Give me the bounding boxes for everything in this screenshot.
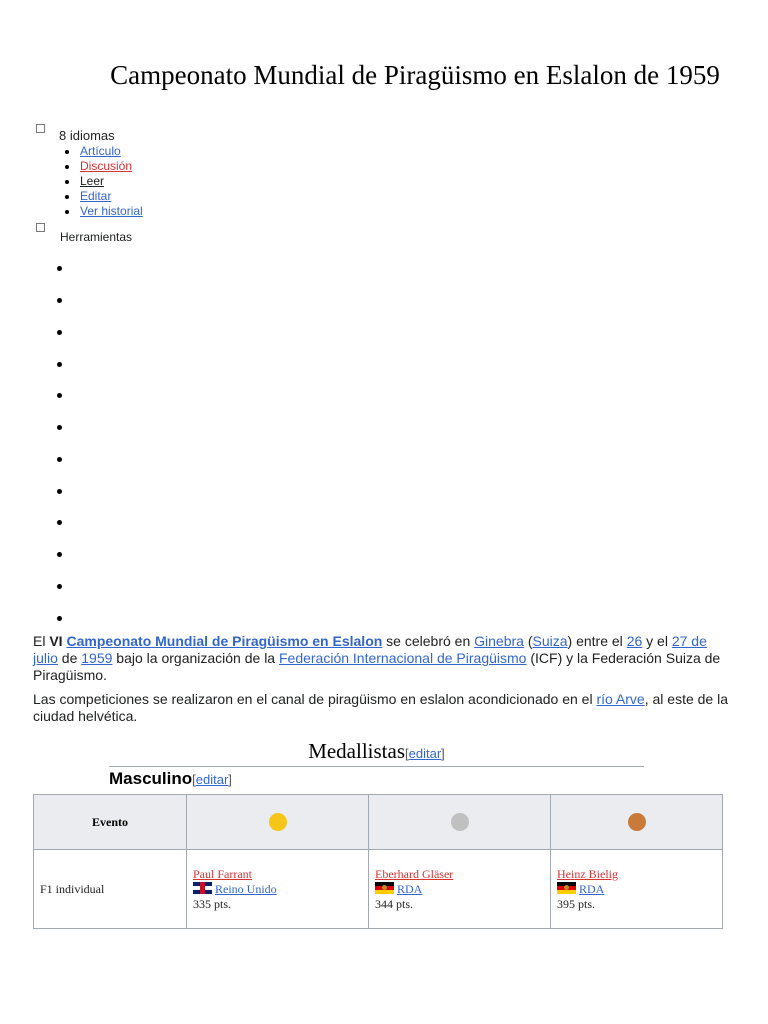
tools-toggle-checkbox[interactable] [36,223,45,232]
tools-list-item [57,393,62,398]
section-edit: [editar] [405,746,445,761]
silver-athlete-link[interactable]: Eberhard Gläser [375,866,454,881]
bronze-athlete-link[interactable]: Heinz Bielig [557,866,618,881]
tools-list-item [57,584,62,589]
tab-history[interactable] [62,204,143,219]
intro-text: (ICF) y la Federación Suiza de Piragüismo. [33,650,721,683]
tab-read-link[interactable]: Leer [80,174,105,188]
bronze-cell [551,850,723,929]
header-silver [369,795,551,850]
intro-text: ( [523,633,533,649]
subsection-edit-link[interactable]: editar [195,772,229,787]
intro-text: , al este de la ciudad helvética. [33,691,728,724]
intro-text: bajo la organización de la [112,650,279,666]
section-heading-text: Medallistas [308,739,406,763]
silver-medal-icon [451,813,469,831]
tools-list-item [57,616,62,621]
page-tabs [62,144,143,219]
tab-discussion-link[interactable]: Discusión [80,159,133,173]
subsection-heading-men [109,769,232,789]
section-heading-medallists [109,739,644,767]
tools-list-item [57,362,62,367]
gold-points: 335 pts. [193,896,232,911]
gold-cell [187,850,369,929]
intro-text: y el [642,633,672,649]
tab-edit[interactable] [62,189,143,204]
intro-text: ) entre el [567,633,627,649]
intro-text: de [57,650,82,666]
tab-history-link[interactable]: Ver historial [80,204,143,218]
bronze-medal-icon [628,813,646,831]
intro-text: El [33,633,50,649]
tools-list-item [57,266,62,271]
uk-flag-icon [193,882,212,894]
subsection-heading-text: Masculino [109,769,193,788]
intro-text: Las competiciones se realizaron en el canal de piragüismo en eslalon acondicionado en el [33,691,597,707]
header-bronze [551,795,723,850]
country-link[interactable]: Suiza [532,633,568,649]
header-event: Evento [34,795,187,850]
tools-list-item [57,552,62,557]
tab-edit-link[interactable]: Editar [80,189,112,203]
header-gold [187,795,369,850]
tools-list-item [57,520,62,525]
silver-country-link[interactable]: RDA [397,881,423,896]
event-cell: F1 individual [34,850,187,929]
gdr-flag-icon [375,882,394,894]
date-link[interactable]: 27 de julio [33,633,707,666]
tools-list-item [57,489,62,494]
year-link[interactable]: 1959 [81,650,113,666]
event-link[interactable]: Campeonato Mundial de Piragüismo en Eslalon [66,633,383,649]
intro-paragraph-2 [33,691,733,725]
day-link[interactable]: 26 [626,633,643,649]
table-header-row [34,795,723,850]
tools-list-item [57,330,62,335]
federation-link[interactable]: Federación Internacional de Piragüismo [278,650,527,666]
tools-label[interactable]: Herramientas [60,230,133,244]
table-row [34,850,723,929]
gold-country-link[interactable]: Reino Unido [215,881,277,896]
intro-text: se celebró en [382,633,475,649]
tab-article[interactable] [62,144,143,159]
medals-table [33,794,723,929]
section-edit-link[interactable]: editar [408,746,442,761]
gdr-flag-icon [557,882,576,894]
bronze-points: 395 pts. [557,896,596,911]
silver-points: 344 pts. [375,896,414,911]
river-link[interactable]: río Arve [596,691,645,707]
tools-list-item [57,425,62,430]
languages-toggle-checkbox[interactable] [36,124,45,133]
tab-article-link[interactable]: Artículo [80,144,121,158]
tools-list-item [57,457,62,462]
tab-discussion[interactable] [62,159,143,174]
tab-read[interactable] [62,174,143,189]
city-link[interactable]: Ginebra [474,633,524,649]
bronze-country-link[interactable]: RDA [579,881,605,896]
intro-edition: VI [49,633,63,649]
gold-athlete-link[interactable]: Paul Farrant [193,866,252,881]
silver-cell [369,850,551,929]
page-title: Campeonato Mundial de Piragüismo en Eslalon de 1959 [110,60,720,90]
gold-medal-icon [269,813,287,831]
tools-list-item [57,298,62,303]
intro-paragraph-1 [33,633,733,684]
languages-label[interactable]: 8 idiomas [59,128,115,143]
subsection-edit: [editar] [192,772,232,787]
